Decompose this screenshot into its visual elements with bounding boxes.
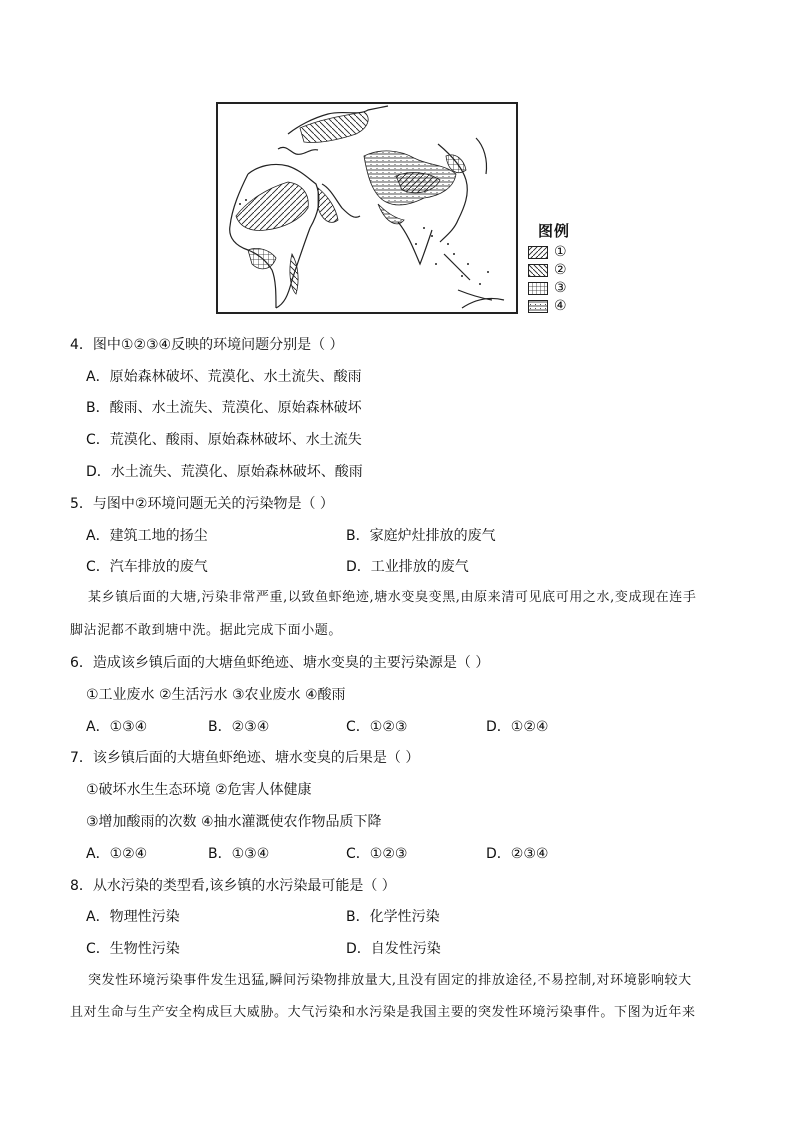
legend-swatch-2 [528, 264, 548, 277]
passage-1-line-2: 脚沾泥都不敢到塘中洗。据此完成下面小题。 [70, 623, 343, 638]
question-7-stem: 7．该乡镇后面的大塘鱼虾绝迹、塘水变臭的后果是（ ） [70, 750, 420, 766]
question-5-option-a[interactable]: A．建筑工地的扬尘 [86, 528, 208, 544]
question-6-option-d[interactable]: D．①②④ [486, 719, 549, 735]
legend-item-4 [528, 300, 594, 315]
passage-2-line-1: 突发性环境污染事件发生迅猛,瞬间污染物排放量大,且没有固定的排放途径,不易控制,对环境影响较大 [88, 973, 692, 988]
question-7-option-b[interactable]: B．①③④ [208, 846, 270, 862]
passage-2-line-2: 且对生命与生产安全构成巨大威胁。大气污染和水污染是我国主要的突发性环境污染事件。下图为近年来 [70, 1005, 696, 1020]
question-7-items-1: ①破坏水生生态环境 ②危害人体健康 [86, 782, 312, 798]
legend-swatch-4 [528, 300, 548, 313]
legend-swatch-3 [528, 282, 548, 295]
legend-label: ④ [554, 298, 567, 314]
legend-label: ③ [554, 280, 567, 296]
legend-title: 图例 [538, 222, 571, 240]
map-legend [524, 220, 594, 320]
question-6-stem: 6．造成该乡镇后面的大塘鱼虾绝迹、塘水变臭的主要污染源是（ ） [70, 655, 490, 671]
legend-label: ① [554, 244, 567, 260]
question-4-option-d[interactable]: D．水土流失、荒漠化、原始森林破坏、酸雨 [86, 464, 363, 480]
question-6-items: ①工业废水 ②生活污水 ③农业废水 ④酸雨 [86, 687, 346, 703]
question-4-option-b[interactable]: B．酸雨、水土流失、荒漠化、原始森林破坏 [86, 400, 362, 416]
question-7-items-2: ③增加酸雨的次数 ④抽水灌溉使农作物品质下降 [86, 814, 382, 830]
passage-1-line-1: 某乡镇后面的大塘,污染非常严重,以致鱼虾绝迹,塘水变臭变黑,由原来清可见底可用之水,变成现在连手 [88, 590, 697, 605]
question-6-option-b[interactable]: B．②③④ [208, 719, 270, 735]
question-4-option-c[interactable]: C．荒漠化、酸雨、原始森林破坏、水土流失 [86, 432, 362, 448]
question-8-option-d[interactable]: D．自发性污染 [346, 941, 441, 957]
question-4-option-a[interactable]: A．原始森林破坏、荒漠化、水土流失、酸雨 [86, 369, 362, 385]
world-map-illustration [218, 104, 516, 312]
legend-item-1 [528, 246, 594, 261]
environment-problem-map [216, 102, 518, 314]
question-5-option-b[interactable]: B．家庭炉灶排放的废气 [346, 528, 496, 544]
question-4-stem: 4．图中①②③④反映的环境问题分别是（ ） [70, 337, 344, 353]
question-7-option-d[interactable]: D．②③④ [486, 846, 549, 862]
question-8-option-b[interactable]: B．化学性污染 [346, 909, 440, 925]
legend-item-2 [528, 264, 594, 279]
question-7-option-a[interactable]: A．①②④ [86, 846, 148, 862]
question-8-option-a[interactable]: A．物理性污染 [86, 909, 180, 925]
question-5-option-d[interactable]: D．工业排放的废气 [346, 559, 469, 575]
question-8-stem: 8．从水污染的类型看,该乡镇的水污染最可能是（ ） [70, 878, 396, 894]
question-6-option-c[interactable]: C．①②③ [346, 719, 408, 735]
legend-label: ② [554, 262, 567, 278]
question-6-option-a[interactable]: A．①③④ [86, 719, 148, 735]
question-5-stem: 5．与图中②环境问题无关的污染物是（ ） [70, 496, 334, 512]
question-5-option-c[interactable]: C．汽车排放的废气 [86, 559, 208, 575]
legend-swatch-1 [528, 246, 548, 259]
question-7-option-c[interactable]: C．①②③ [346, 846, 408, 862]
legend-item-3 [528, 282, 594, 297]
question-8-option-c[interactable]: C．生物性污染 [86, 941, 180, 957]
